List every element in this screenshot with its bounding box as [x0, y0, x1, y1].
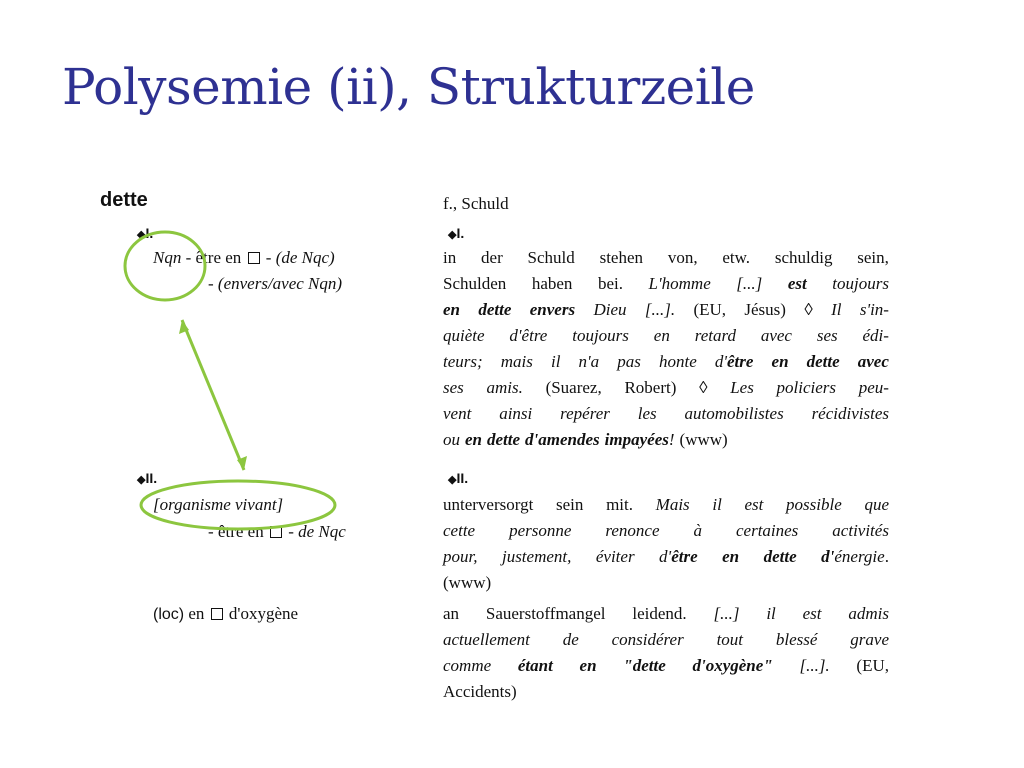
text-word: dette	[478, 300, 512, 319]
text-word: retard	[694, 326, 736, 345]
text-word: Schuld	[527, 248, 575, 267]
text-word: !	[668, 430, 675, 449]
text-word: quiète	[443, 326, 485, 345]
text-word: dette	[487, 430, 521, 449]
text-word: d'être	[509, 326, 548, 345]
text-word: Il	[831, 300, 842, 319]
text-word: être	[671, 547, 698, 566]
text-word: énergie	[834, 547, 885, 566]
text-word: sein	[556, 495, 584, 514]
text-word: il	[766, 604, 776, 623]
complement-de-nqc: de Nqc	[298, 522, 346, 541]
text-word: policiers	[776, 378, 837, 397]
text-word: (EU,	[856, 656, 889, 675]
text-word: vent	[443, 404, 472, 423]
text-word: automobilistes	[684, 404, 784, 423]
text-word: mais	[500, 352, 533, 371]
text-word: personne	[509, 521, 572, 540]
text-word: L'homme	[648, 274, 711, 293]
text-word: les	[637, 404, 657, 423]
text-word: activités	[832, 521, 889, 540]
text-word: en	[443, 300, 460, 319]
text-word: pour,	[443, 547, 478, 566]
text-word: avec	[857, 352, 889, 371]
text-word: (EU,	[693, 300, 727, 319]
verb-phrase: être en	[195, 248, 242, 267]
text-word: d'	[659, 547, 672, 566]
text-word: Mais	[655, 495, 690, 514]
text-word: dette	[806, 352, 840, 371]
diamond-icon: ◆	[448, 474, 457, 486]
text-word: Les	[730, 378, 754, 397]
diamond-icon: ◆	[448, 229, 457, 241]
text-word: Robert)	[624, 378, 677, 397]
text-word: n'a	[578, 352, 600, 371]
text-word: tout	[716, 630, 744, 649]
text-word: an	[443, 604, 460, 623]
text-word: admis	[848, 604, 889, 623]
locution-tag: (loc)	[153, 606, 185, 623]
text-word: ◊	[804, 300, 813, 319]
text-word: de	[562, 630, 579, 649]
text-word: en	[722, 547, 740, 566]
text-word: cette	[443, 521, 476, 540]
text-word: édi-	[862, 326, 889, 345]
text-word: éviter	[595, 547, 635, 566]
text-word: possible	[786, 495, 842, 514]
text-word: actuellement	[443, 630, 530, 649]
text-word: amis.	[486, 378, 523, 397]
text-word: ses	[443, 378, 464, 397]
text-word: sein,	[857, 248, 889, 267]
text-word: en	[465, 430, 482, 449]
text-word: (www)	[679, 430, 728, 449]
text-word: in	[443, 248, 457, 267]
text-word: mit.	[606, 495, 633, 514]
text-word: grave	[850, 630, 889, 649]
text-word: considérer	[611, 630, 684, 649]
text-word: ainsi	[499, 404, 533, 423]
text-word: est	[787, 274, 807, 293]
text-word: d'	[714, 352, 727, 371]
text-word: haben	[531, 274, 573, 293]
text-word: certaines	[735, 521, 799, 540]
text-word: s'in-	[859, 300, 889, 319]
text-word: schuldig	[774, 248, 833, 267]
text-word: d'amendes	[525, 430, 600, 449]
text-word: récidivistes	[811, 404, 889, 423]
annotation-double-arrow	[182, 320, 244, 470]
text-word: teurs;	[443, 352, 483, 371]
text-word: renonce	[605, 521, 660, 540]
text-word: est	[802, 604, 822, 623]
semantic-class-label: [organisme vivant]	[153, 495, 284, 514]
text-word: comme	[443, 656, 492, 675]
text-word: [...]	[736, 274, 763, 293]
text-word: en	[579, 656, 597, 675]
subject-nqn: Nqn	[153, 248, 182, 267]
text-word: honte	[658, 352, 697, 371]
diamond-icon: ◆	[137, 474, 146, 486]
complement-de-nqc: (de Nqc)	[275, 248, 335, 267]
text-word: [...]	[713, 604, 740, 623]
text-word: il	[550, 352, 561, 371]
sense-1-structure-line-2: - (envers/avec Nqn)	[208, 274, 343, 293]
grammar-info: f., Schuld	[443, 194, 509, 213]
text-word: peu-	[858, 378, 889, 397]
text-word: être	[727, 352, 754, 371]
text-word: avec	[760, 326, 792, 345]
sense-2-marker-right: ◆II.	[448, 470, 469, 486]
text-word: [...].	[644, 300, 676, 319]
locution-structure: (loc) en d'oxygène	[153, 604, 299, 623]
text-word: Dieu	[593, 300, 627, 319]
text-word: der	[481, 248, 503, 267]
text-word: repérer	[560, 404, 610, 423]
annotation-circle-nqn	[125, 232, 205, 300]
text-word: pas	[617, 352, 641, 371]
text-word: ◊	[699, 378, 708, 397]
text-word: Schulden	[443, 274, 507, 293]
text-word: etw.	[722, 248, 751, 267]
sense-1-marker-right: ◆I.	[448, 225, 465, 241]
text-word: d'oxygène"	[692, 656, 773, 675]
diamond-icon: ◆	[137, 229, 146, 241]
text-word: (Suarez,	[545, 378, 602, 397]
verb-phrase: être en	[217, 522, 264, 541]
text-word: ou	[443, 430, 460, 449]
text-word: von,	[667, 248, 698, 267]
text-word: leidend.	[632, 604, 687, 623]
text-word: impayées	[604, 430, 669, 449]
sense-2-marker-left: ◆II.	[137, 470, 158, 486]
slide-title: Polysemie (ii), Strukturzeile	[62, 58, 755, 116]
sense-1-structure-line-1: Nqn - être en - (de Nqc)	[153, 248, 335, 267]
text-word: à	[693, 521, 702, 540]
text-word: .	[884, 547, 889, 566]
headword: dette	[100, 189, 148, 211]
text-word: bei.	[597, 274, 623, 293]
text-word: en	[771, 352, 789, 371]
text-word: que	[864, 495, 889, 514]
text-word: toujours	[572, 326, 629, 345]
text-word: est	[744, 495, 764, 514]
text-word: (www)	[443, 573, 492, 592]
sense-2-structure-line: - être en - de Nqc	[208, 522, 346, 541]
text-word: dette	[763, 547, 797, 566]
text-word: en	[653, 326, 670, 345]
text-word: unterversorgt	[443, 495, 534, 514]
text-word: justement,	[501, 547, 572, 566]
text-word: Sauerstoffmangel	[485, 604, 606, 623]
annotation-circle-organisme-vivant	[141, 481, 335, 529]
sense-1-marker-left: ◆I.	[137, 225, 154, 241]
text-word: toujours	[832, 274, 889, 293]
text-word: stehen	[599, 248, 644, 267]
text-word: Accidents)	[443, 682, 517, 701]
text-word: envers	[529, 300, 576, 319]
text-word: ses	[816, 326, 838, 345]
text-word: d'	[821, 547, 835, 566]
text-word: blessé	[775, 630, 818, 649]
text-word: "dette	[623, 656, 666, 675]
text-word: Jésus)	[744, 300, 786, 319]
text-word: étant	[517, 656, 553, 675]
text-word: il	[712, 495, 722, 514]
complement-envers-avec: (envers/avec Nqn)	[217, 274, 343, 293]
text-word: [...].	[799, 656, 830, 675]
